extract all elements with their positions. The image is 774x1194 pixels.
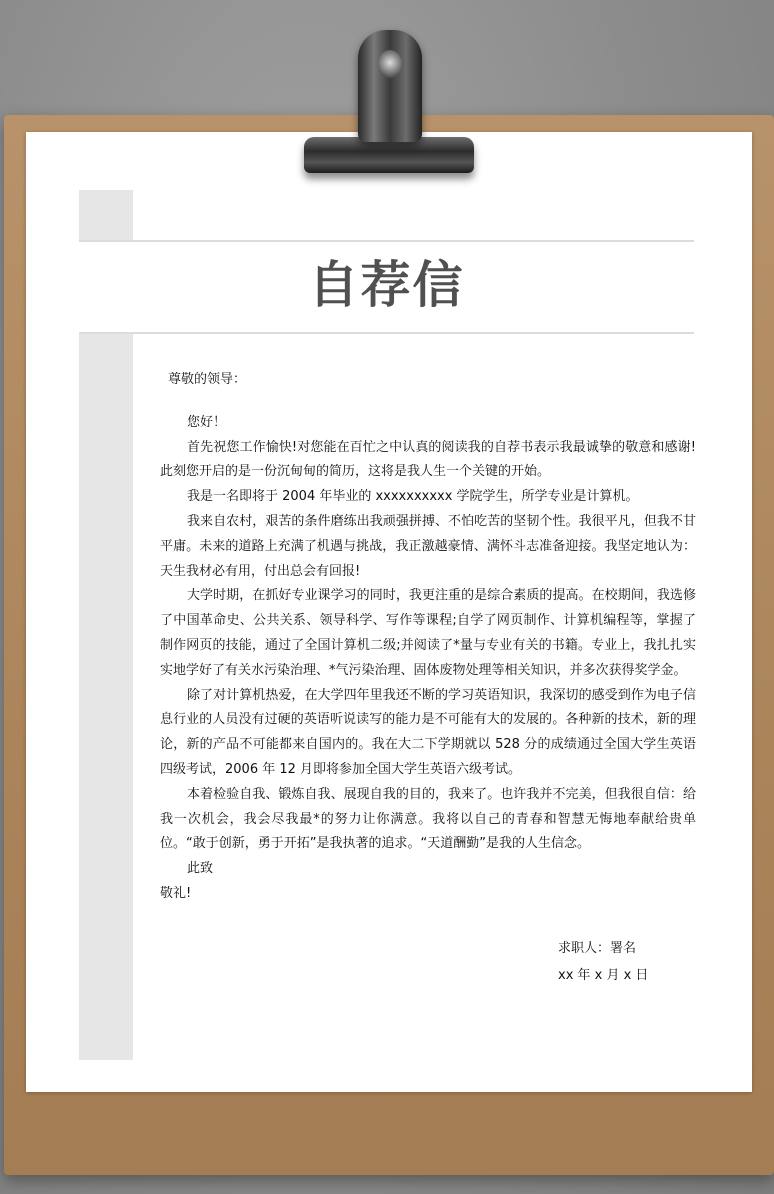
closing-line-2: 敬礼! (160, 885, 192, 901)
binder-clip-base (304, 137, 474, 173)
clip-hole-icon (378, 50, 402, 78)
paragraph-5: 除了对计算机热爱，在大学四年里我还不断的学习英语知识，我深切的感受到作为电子信息行业的人员没有过硬的英语听说读写的能力是不可能有大的发展的。各种新的技术，新的理论，新的产品不可能都来自国内的。我在大二下学期就以 528 分的成绩通过全国大学生英语四级考试，2006 年 12 月即将参加全国大学生英语六级考试。 (160, 687, 696, 777)
signer-name: 求职人：署名 (558, 941, 637, 956)
paragraph-4: 大学时期，在抓好专业课学习的同时，我更注重的是综合素质的提高。在校期间，我选修了中国革命史、公共关系、领导科学、写作等课程;自学了网页制作、计算机编程等，掌握了制作网页的技能，通过了全国计算机二级;并阅读了*量与专业有关的书籍。专业上，我扎扎实实地学好了有关水污染治理、*气污染治理、固体废物处理等相关知识，并多次获得奖学金。 (160, 588, 696, 678)
salutation: 尊敬的领导： (168, 372, 247, 387)
letter-date: xx 年 x 月 x 日 (558, 968, 649, 983)
letter-title: 自荐信 (308, 256, 465, 314)
paragraph-6: 本着检验自我、锻炼自我、展现自我的目的，我来了。也许我并不完美，但我很自信：给我一次机会，我会尽我最*的努力让你满意。我将以自己的青春和智慧无悔地奉献给贵单位。“敢于创新，勇于开拓”是我执著的追求。“天道酬勤”是我的人生信念。 (160, 786, 696, 852)
signature-block (558, 935, 648, 989)
greeting: 您好！ (187, 414, 227, 430)
paragraph-1: 首先祝您工作愉快!对您能在百忙之中认真的阅读我的自荐书表示我最诚挚的敬意和感谢!此刻您开启的是一份沉甸甸的简历，这将是我人生一个关键的开始。 (160, 439, 696, 480)
binder-clip-icon (358, 30, 422, 142)
paragraph-2: 我是一名即将于 2004 年毕业的 xxxxxxxxxx 学院学生，所学专业是计算机。 (187, 489, 639, 505)
letter-body (160, 368, 696, 907)
closing-line-1: 此致 (187, 861, 214, 877)
paragraph-3: 我来自农村，艰苦的条件磨练出我顽强拼搏、不怕吃苦的坚韧个性。我很平凡，但我不甘平庸。未来的道路上充满了机遇与挑战，我正激越豪情、满怀斗志准备迎接。我坚定地认为：天生我材必有用，付出总会有回报! (160, 513, 696, 579)
